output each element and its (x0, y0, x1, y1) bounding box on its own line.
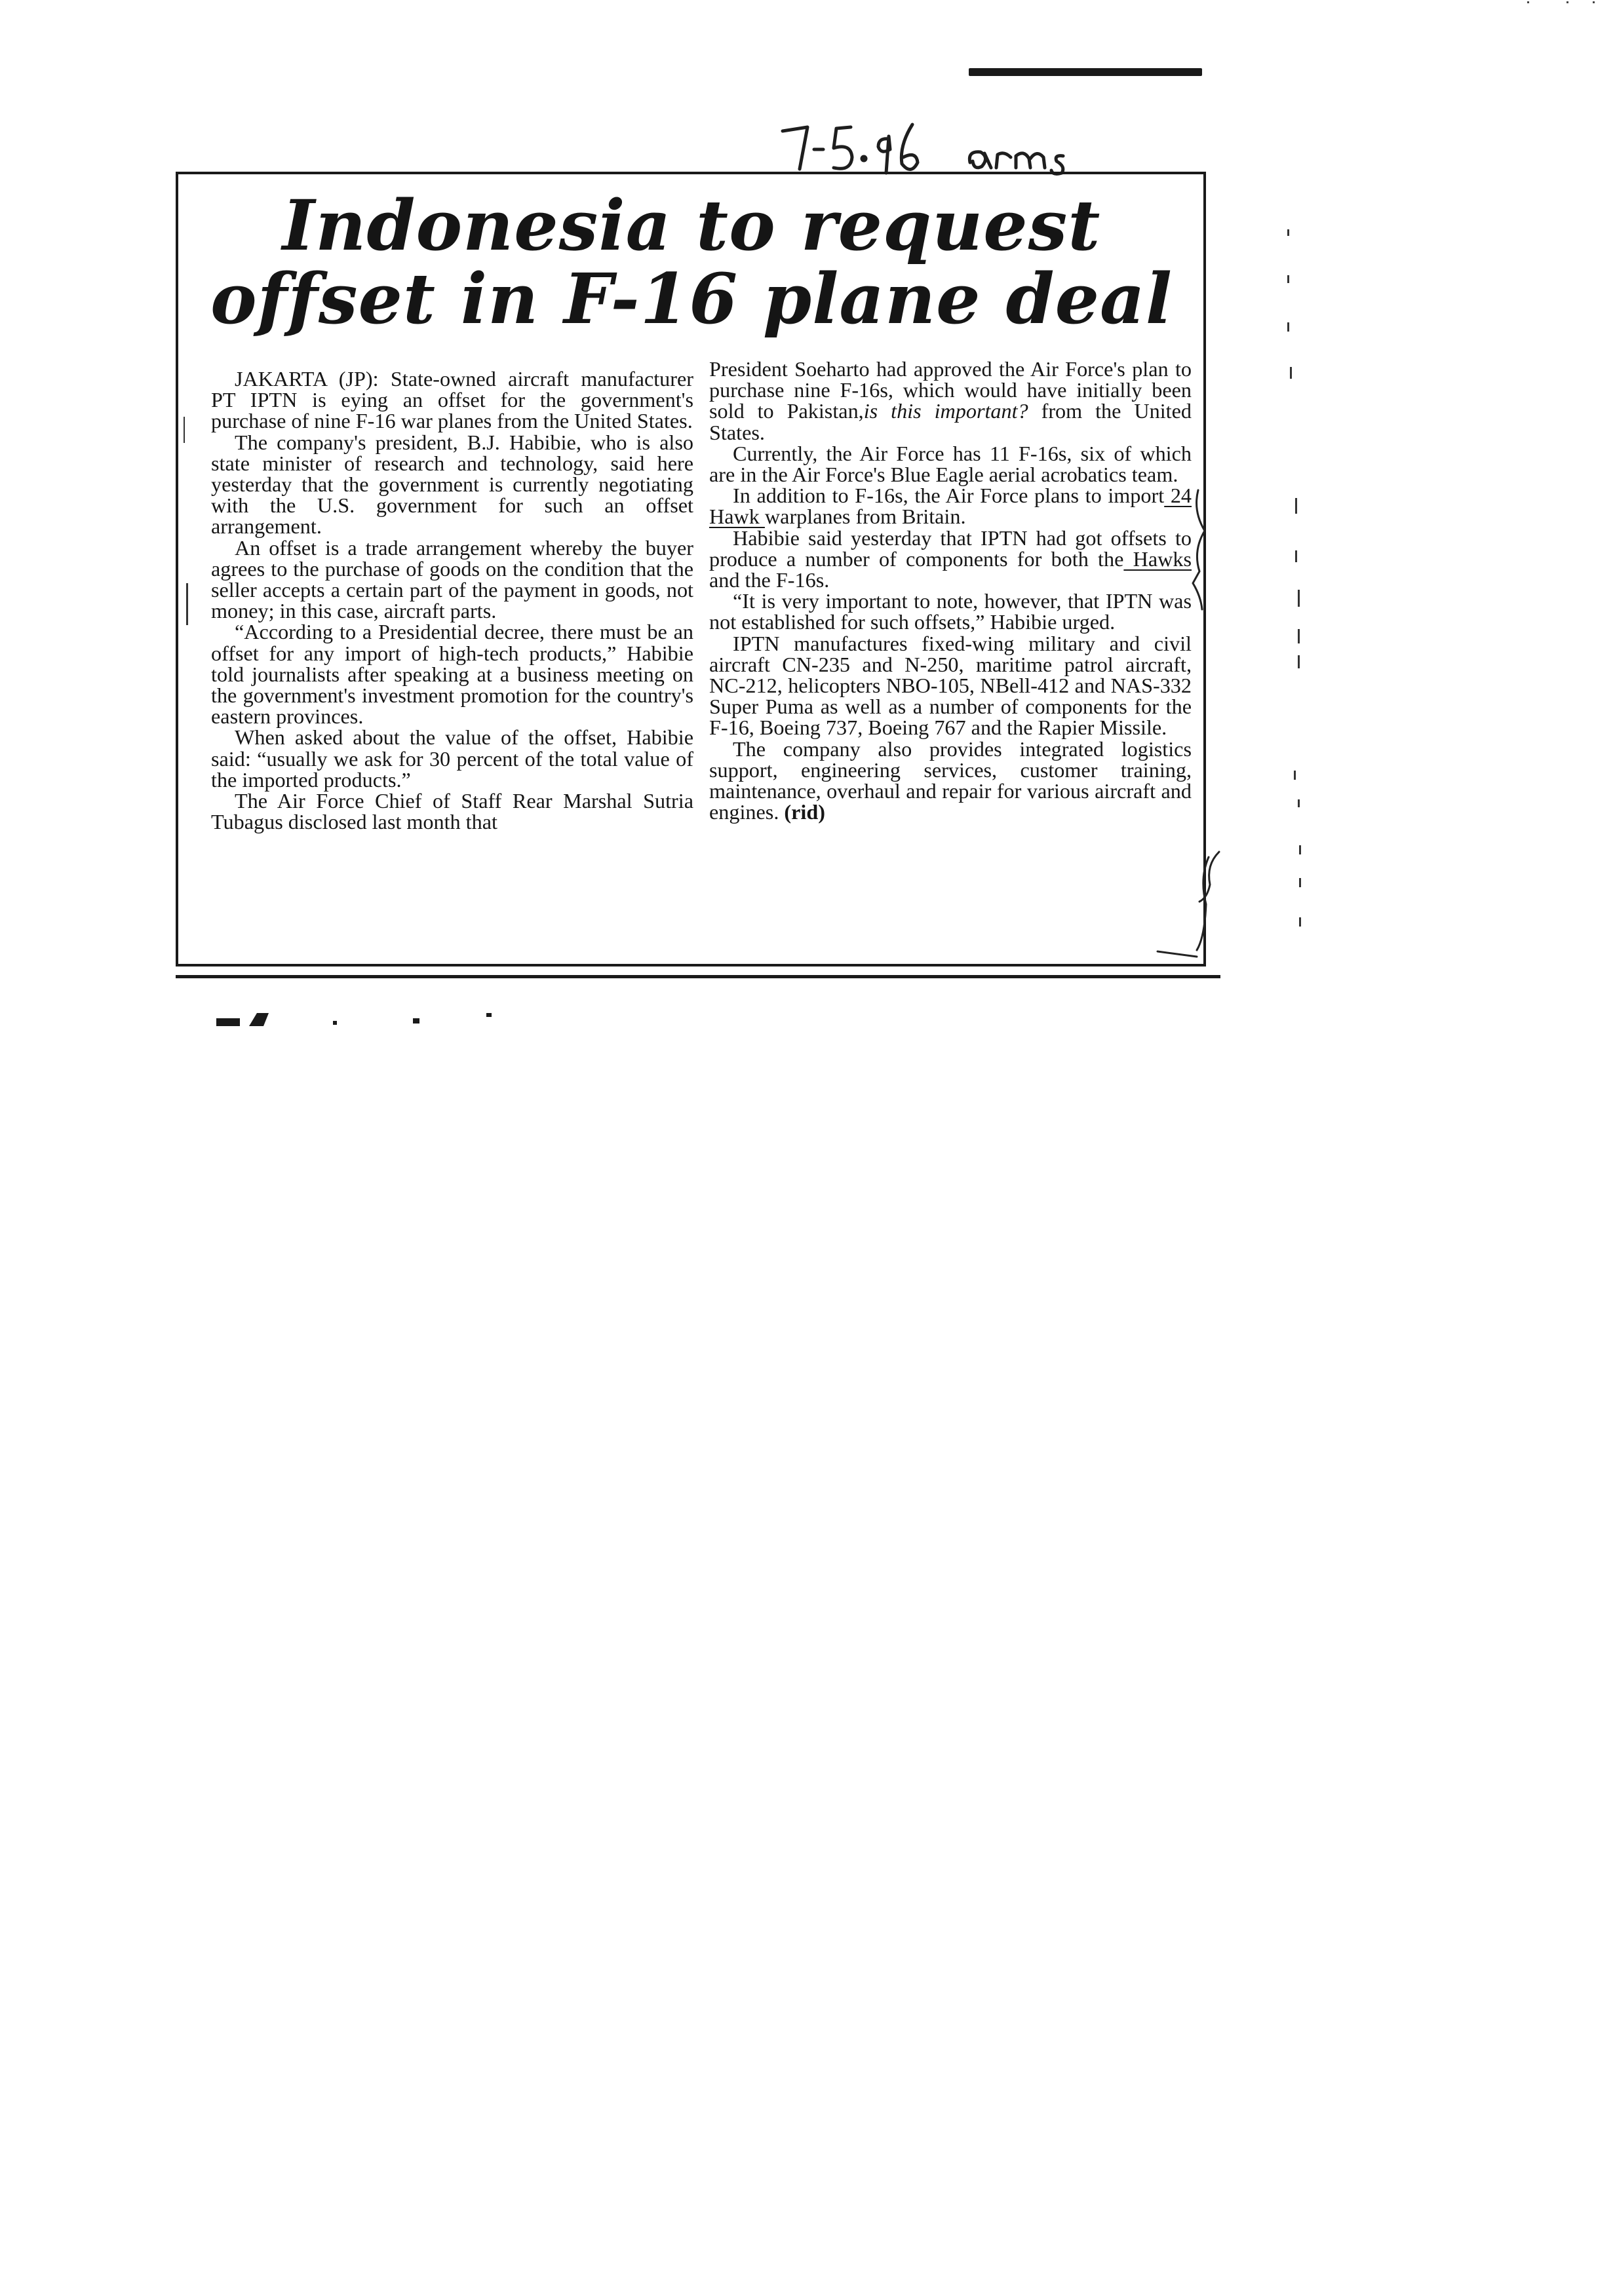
paragraph: The Air Force Chief of Staff Rear Marshal Sutria Tubagus disclosed last month that (211, 789, 693, 834)
scan-mark (1298, 590, 1300, 607)
scan-mark (1298, 629, 1300, 643)
scan-mark (1298, 799, 1300, 807)
paragraph: The company's president, B.J. Habibie, who is also state minister of research and technology, said here yesterday that the government is currently negotiating with the U.S. government for such an offset arrangement. (211, 430, 693, 539)
scan-edge-marks (1501, 0, 1606, 13)
underlined-text: 24 Hawk (709, 484, 1192, 529)
text-run: from the United States. (709, 399, 1192, 444)
scan-mark (1295, 498, 1297, 514)
next-article-fragment (216, 995, 583, 1034)
byline-signoff: (rid) (784, 800, 825, 824)
text-run: Habibie said yesterday that IPTN had got offsets to produce a number of components for both the (709, 526, 1192, 571)
paragraph (709, 358, 1192, 443)
paragraph: “According to a Presidential decree, there must be an offset for any import of high-tech products,” Habibie told journalists after speaking at a business meeting on the government's investment promotion for the country's eastern provinces. (211, 620, 693, 729)
paragraph: An offset is a trade arrangement whereby the buyer agrees to the purchase of goods on the condition that the seller accepts a certain part of the payment in goods, not money; in this case, aircraft parts. (211, 535, 693, 623)
paragraph: When asked about the value of the offset, Habibie said: “usually we ask for 30 percent of the total value of the imported products.” (211, 725, 693, 792)
article-column-1 (211, 368, 693, 832)
text-run: and the F-16s. (709, 568, 830, 592)
scan-mark (184, 417, 185, 443)
scan-mark (1299, 917, 1301, 927)
paragraph: Currently, the Air Force has 11 F-16s, six of which are in the Air Force's Blue Eagle aerial acrobatics team. (709, 441, 1192, 487)
scan-mark (1287, 229, 1289, 236)
scan-mark (186, 583, 188, 625)
text-run: In addition to F-16s, the Air Force plans to import (733, 484, 1165, 508)
clipping-bottom-rule (176, 975, 1220, 978)
headline-line-1: Indonesia to request (282, 184, 1101, 266)
text-run: warplanes from Britain. (764, 505, 966, 529)
scan-mark (1298, 655, 1300, 668)
scan-mark (1299, 878, 1301, 887)
headline-line-2: offset in F-16 plane deal (210, 258, 1173, 339)
clipping-top-rule (969, 68, 1202, 76)
scan-mark (1299, 845, 1301, 854)
paragraph (709, 738, 1192, 823)
text-run: The company also provides integrated logistics support, engineering services, customer training, maintenance, overhaul and repair for various aircraft and engines. (709, 737, 1192, 824)
handwritten-insert: is this important? (863, 399, 1028, 423)
scan-mark (1294, 771, 1296, 780)
scan-mark (1287, 322, 1289, 332)
article-column-2 (709, 358, 1192, 822)
paragraph: JAKARTA (JP): State-owned aircraft manufacturer PT IPTN is eying an offset for the government's purchase of nine F-16 war planes from the United States. (211, 367, 693, 433)
paragraph: IPTN manufactures fixed-wing military and civil aircraft CN-235 and N-250, maritime patrol aircraft, NC-212, helicopters NBO-105, NBell-412 and NAS-332 Super Puma as well as a number of components for the F-16, Boeing 737, Boeing 767 and the Rapier Missile. (709, 631, 1192, 740)
scan-mark (1287, 275, 1289, 283)
margin-bracket-right (1151, 852, 1230, 976)
paragraph: “It is very important to note, however, that IPTN was not established for such offsets,” Habibie urged. (709, 589, 1192, 634)
scan-mark (1295, 550, 1297, 562)
paragraph (709, 527, 1192, 591)
text-run: President Soeharto had approved the Air Force's plan to purchase nine F-16s, which would have initially been sold to Pakistan, (709, 357, 1192, 423)
scan-mark (1290, 367, 1292, 379)
margin-bracket-marks (1173, 485, 1232, 904)
article-headline (197, 184, 1186, 339)
underlined-text: Hawks (1123, 546, 1192, 571)
paragraph (709, 485, 1192, 527)
